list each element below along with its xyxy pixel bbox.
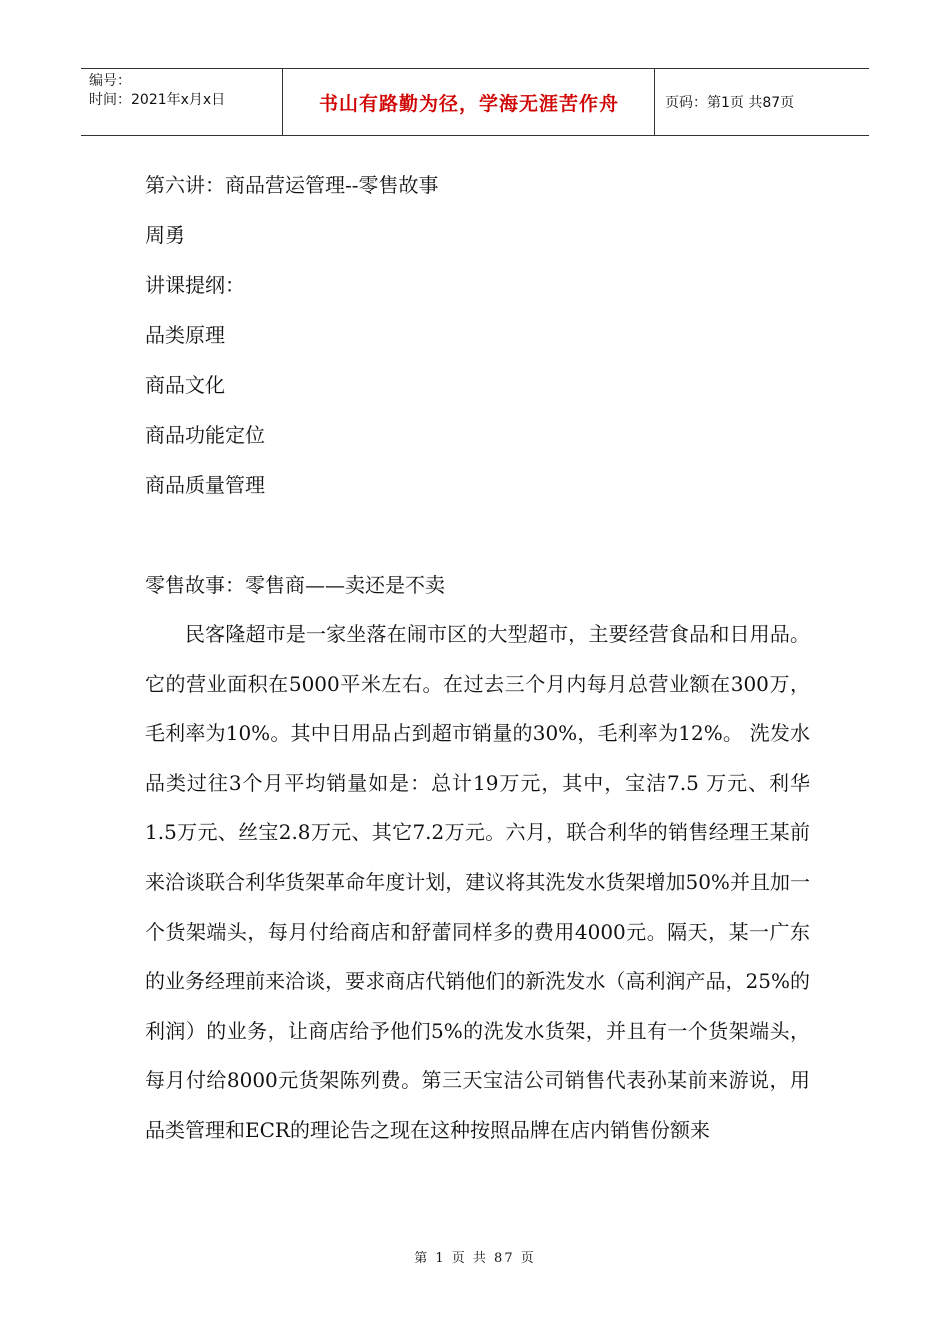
page-footer: 第 1 页 共 87 页 [414, 1251, 536, 1266]
lecture-title: 第六讲：商品营运管理--零售故事 [145, 173, 439, 197]
lecture-author: 周勇 [145, 223, 185, 247]
story-heading: 零售故事：零售商——卖还是不卖 [145, 573, 445, 597]
document-number-label: 编号： [89, 73, 131, 89]
section-gap [145, 510, 810, 560]
outline-item: 商品功能定位 [145, 423, 265, 447]
outline-item: 品类原理 [145, 323, 225, 347]
header-meta [89, 72, 225, 110]
header-motto: 书山有路勤为径，学海无涯苦作舟 [318, 92, 619, 115]
document-body [145, 160, 810, 1156]
page-header [81, 68, 869, 136]
header-divider-right [654, 69, 655, 135]
story-paragraph: 民客隆超市是一家坐落在闹市区的大型超市，主要经营食品和日用品。它的营业面积在5000平米左右。在过去三个月内每月总营业额在300万，毛利率为10%。其中日用品占到超市销量的30%，毛利率为12%。 洗发水品类过往3个月平均销量如是：总计19万元，其中，宝洁7.5 万元、利华1.5万元、丝宝2.8万元、其它7.2万元。六月，联合利华的销售经理王某前来洽谈联合利华货架革命年度计划，建议将其洗发水货架增加50%并且加一个货架端头，每月付给商店和舒蕾同样多的费用4000元。隔天，某一广东的业务经理前来洽谈，要求商店代销他们的新洗发水（高利润产品，25%的利润）的业务，让商店给予他们5%的洗发水货架，并且有一个货架端头，每月付给8000元货架陈列费。第三天宝洁公司销售代表孙某前来游说，用品类管理和ECR的理论告之现在这种按照品牌在店内销售份额来 [145, 622, 810, 1142]
header-page-info: 页码：第1页 共87页 [665, 95, 795, 111]
outline-heading: 讲课提纲： [145, 273, 245, 297]
document-date-label: 时间：2021年x月x日 [89, 92, 226, 108]
outline-item: 商品文化 [145, 373, 225, 397]
outline-item: 商品质量管理 [145, 473, 265, 497]
